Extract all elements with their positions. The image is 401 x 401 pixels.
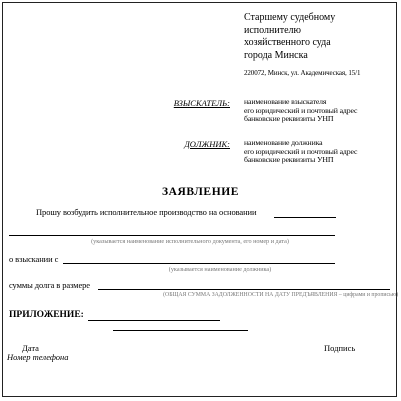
debtor-line: банковские реквизиты УНП — [244, 155, 334, 164]
recipient-address: 220072, Минск, ул. Академическая, 15/1 — [244, 69, 361, 77]
date-label: Дата — [22, 343, 39, 353]
claimant-details — [244, 98, 396, 124]
recipient-line: Старшему судебному — [244, 12, 336, 23]
document-title: ЗАЯВЛЕНИЕ — [161, 186, 240, 198]
claimant-line: его юридический и почтовый адрес — [244, 105, 358, 115]
recipient-line: хозяйственного суда — [244, 37, 331, 48]
amount-field[interactable] — [98, 289, 390, 290]
recipient-line: исполнителю — [244, 24, 301, 36]
basis-field[interactable] — [274, 217, 336, 218]
phone-label: Номер телефона — [7, 352, 69, 362]
annex-label: ПРИЛОЖЕНИЕ: — [9, 310, 84, 320]
document-field[interactable] — [9, 235, 335, 236]
debtor-name-field[interactable] — [63, 263, 335, 264]
claimant-label: ВЗЫСКАТЕЛЬ: — [173, 98, 230, 108]
claimant-line: наименование взыскателя — [244, 97, 327, 106]
debtor-label: ДОЛЖНИК: — [184, 139, 230, 149]
debtor-line: наименование должника — [244, 138, 323, 147]
request-text: Прошу возбудить исполнительное производство на основании — [36, 207, 257, 217]
document-hint: (указывается наименование исполнительного документа, его номер и дата) — [91, 238, 289, 245]
amount-hint: (ОБЩАЯ СУММА ЗАДОЛЖЕННОСТИ НА ДАТУ ПРЕДЪЯВЛЕНИЯ – цифрами и прописью) — [163, 292, 398, 298]
amount-label: суммы долга в размере — [9, 280, 90, 290]
recipient-line: города Минска — [244, 49, 308, 61]
recipient-block — [244, 12, 394, 62]
debtor-details — [244, 139, 396, 165]
claimant-line: банковские реквизиты УНП — [244, 114, 334, 123]
debtor-line: его юридический и почтовый адрес — [244, 146, 358, 156]
annex-field-1[interactable] — [88, 320, 220, 321]
signature-label: Подпись — [324, 343, 356, 353]
annex-field-2[interactable] — [113, 330, 248, 331]
recovery-label: о взыскании с — [9, 254, 59, 264]
debtor-hint: (указывается наименование должника) — [168, 266, 272, 273]
